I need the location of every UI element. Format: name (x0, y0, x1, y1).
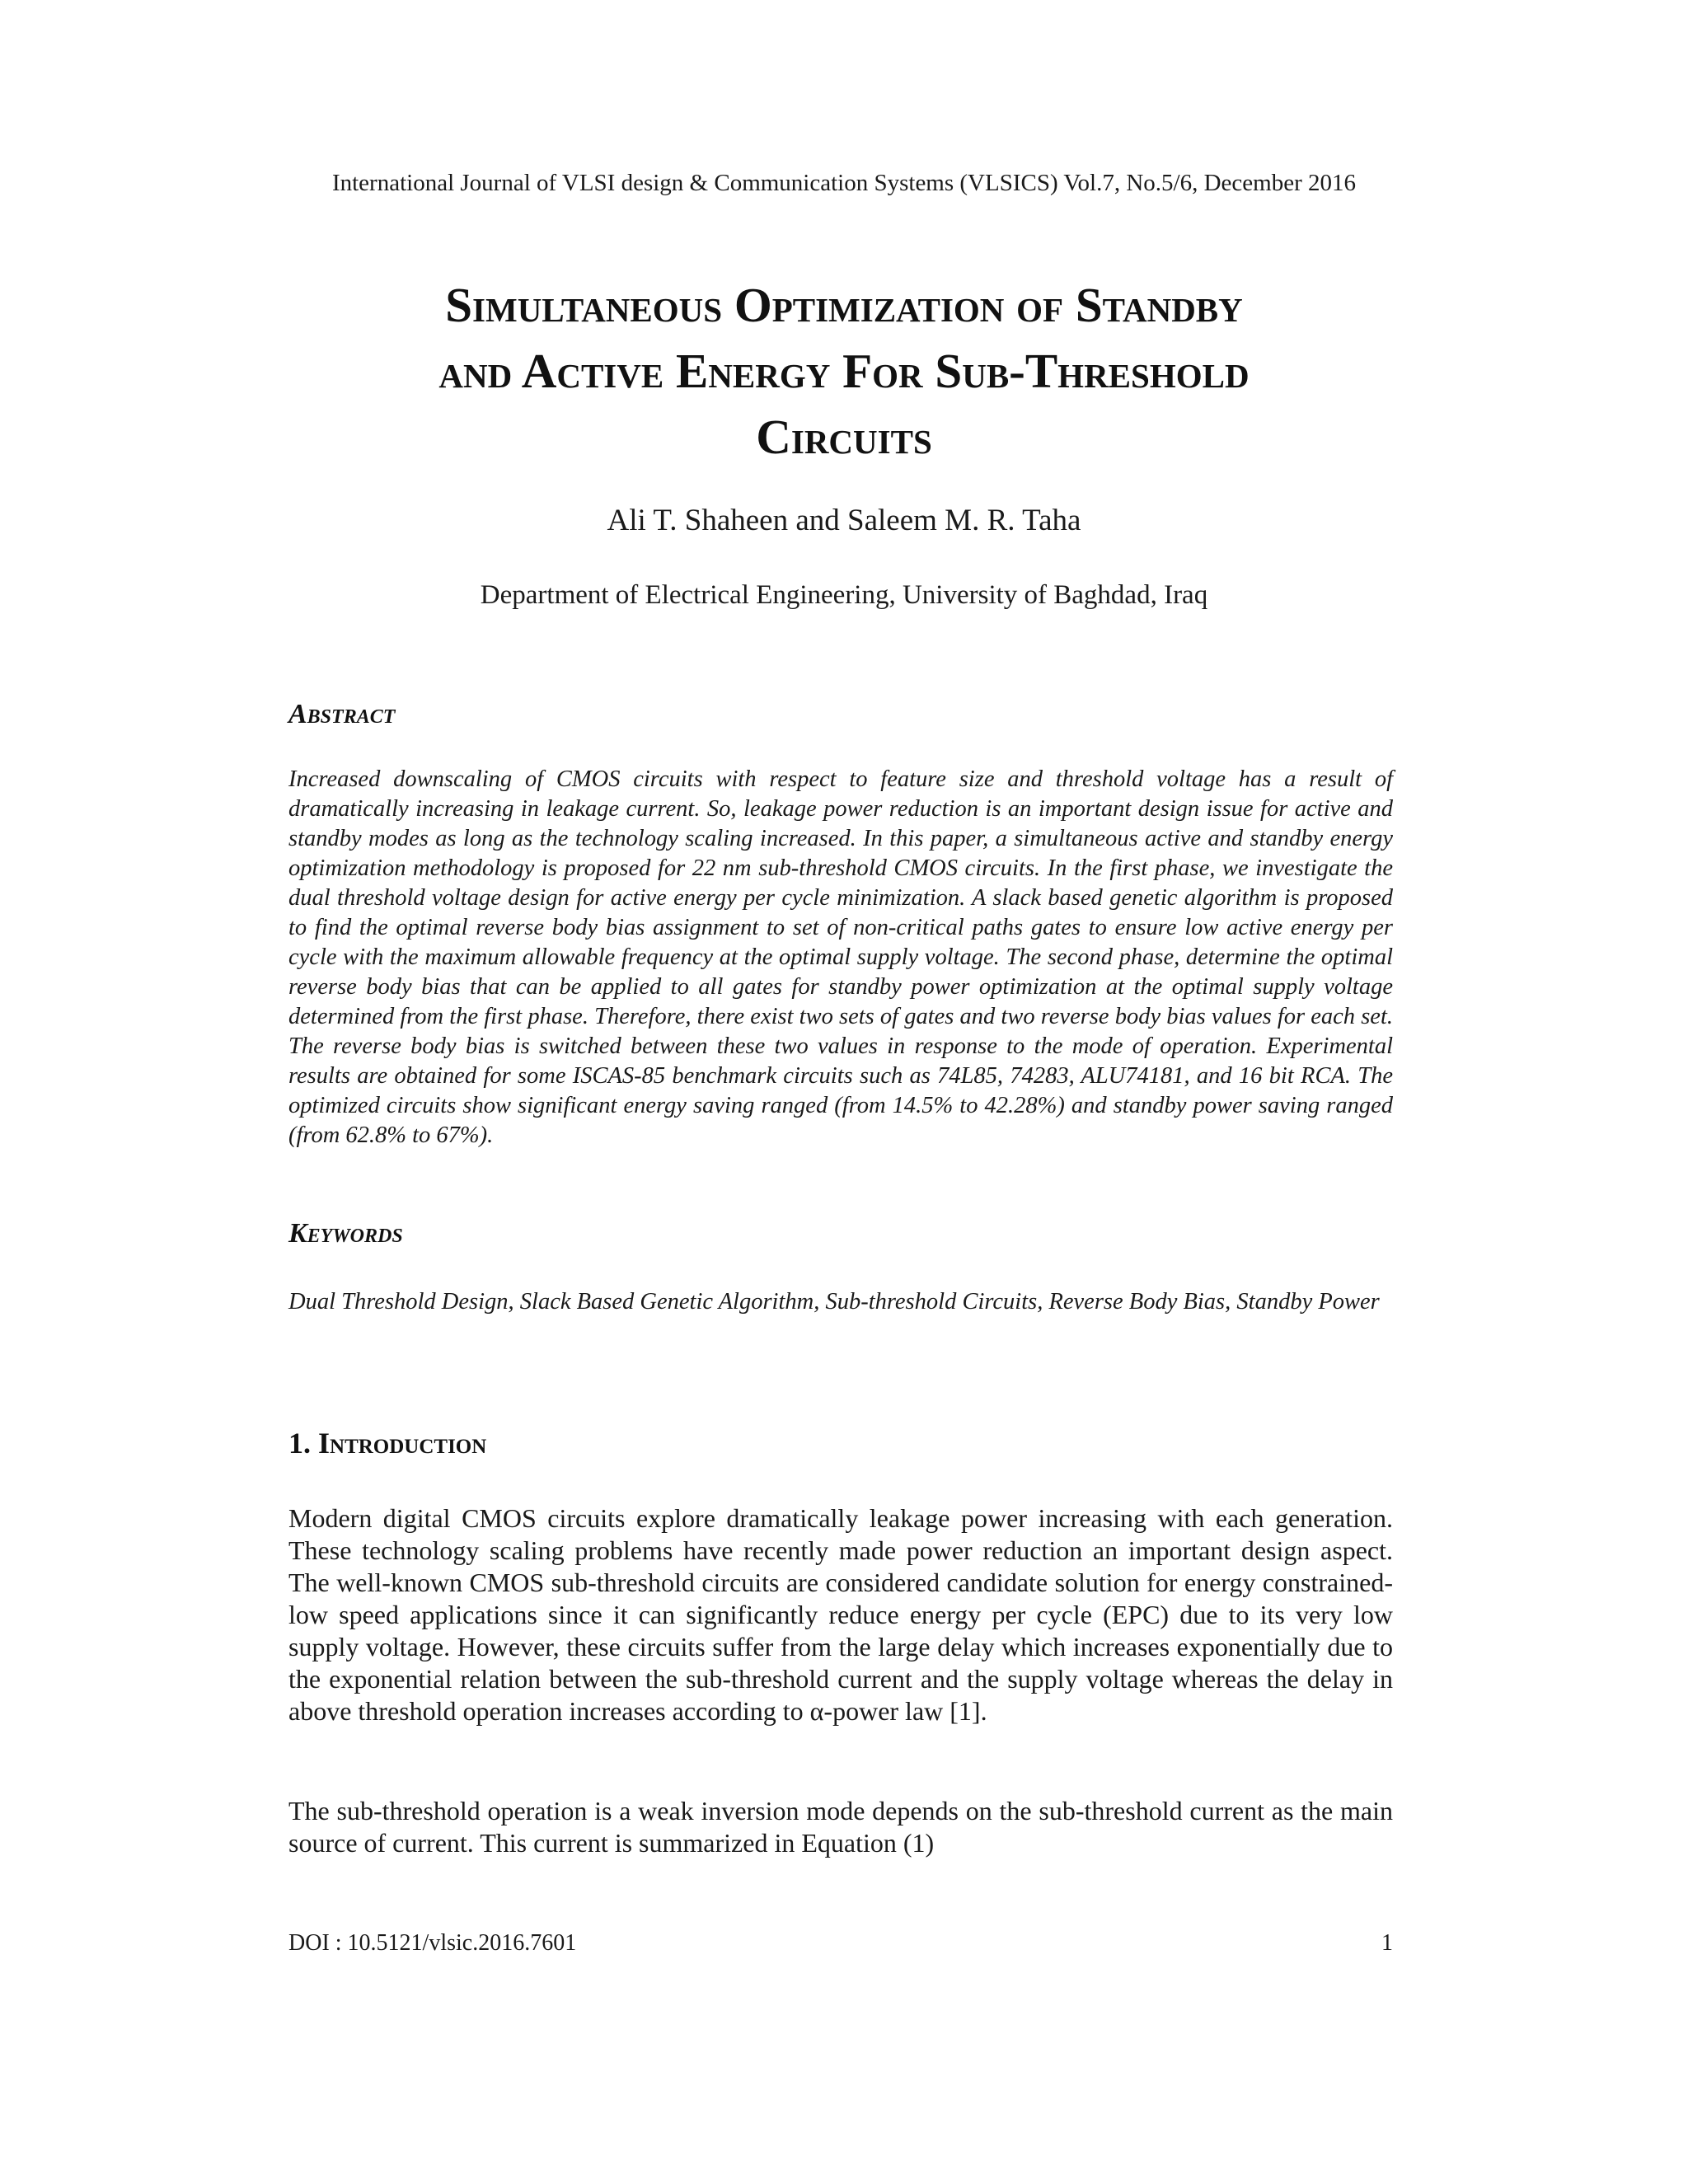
section-number: 1. (288, 1427, 311, 1460)
keywords-text: Dual Threshold Design, Slack Based Genetic Algorithm, Sub-threshold Circuits, Reverse Body Bias, Standby Power (288, 1289, 1380, 1315)
journal-running-header: International Journal of VLSI design & Communication Systems (VLSICS) Vol.7, No.5/6, December 2016 (331, 170, 1357, 196)
title-line: Simultaneous Optimization of Standby (445, 278, 1243, 332)
page-number: 1 (1381, 1930, 1393, 1956)
introduction-heading (288, 1426, 486, 1460)
abstract-heading: Abstract (288, 699, 396, 729)
section-title: Introduction (318, 1427, 487, 1460)
introduction-paragraph: Modern digital CMOS circuits explore dramatically leakage power increasing with each generation. These technology scaling problems have recently made power reduction an important design aspect. The well-known CMOS sub-threshold circuits are considered candidate solution for energy constrained-low speed applications since it can significantly reduce energy per cycle (EPC) due to its very low supply voltage. However, these circuits suffer from the large delay which increases exponentially due to the exponential relation between the sub-threshold current and the supply voltage whereas the delay in above threshold operation increases according to α-power law [1]. (288, 1503, 1393, 1726)
keywords-heading: Keywords (288, 1218, 403, 1249)
doi-footer: DOI : 10.5121/vlsic.2016.7601 (288, 1930, 577, 1956)
title-line: Circuits (756, 410, 932, 464)
introduction-paragraph: The sub-threshold operation is a weak inversion mode depends on the sub-threshold current as the main source of current. This current is summarized in Equation (1) (288, 1796, 1393, 1858)
paper-title (206, 272, 1482, 470)
title-line: and Active Energy For Sub-Threshold (438, 344, 1250, 398)
paper-authors: Ali T. Shaheen and Saleem M. R. Taha (607, 504, 1081, 537)
author-affiliation: Department of Electrical Engineering, University of Baghdad, Iraq (480, 580, 1208, 610)
abstract-text: Increased downscaling of CMOS circuits with respect to feature size and threshold voltage has a result of dramatically increasing in leakage current. So, leakage power reduction is an important design issue for active and standby modes as long as the technology scaling increased. In this paper, a simultaneous active and standby energy optimization methodology is proposed for 22 nm sub-threshold CMOS circuits. In the first phase, we investigate the dual threshold voltage design for active energy per cycle minimization. A slack based genetic algorithm is proposed to find the optimal reverse body bias assignment to set of non-critical paths gates to ensure low active energy per cycle with the maximum allowable frequency at the optimal supply voltage. The second phase, determine the optimal reverse body bias that can be applied to all gates for standby power optimization at the optimal supply voltage determined from the first phase. Therefore, there exist two sets of gates and two reverse body bias values for each set. The reverse body bias is switched between these two values in response to the mode of operation. Experimental results are obtained for some ISCAS-85 benchmark circuits such as 74L85, 74283, ALU74181, and 16 bit RCA. The optimized circuits show significant energy saving ranged (from 14.5% to 42.28%) and standby power saving ranged (from 62.8% to 67%). (288, 766, 1393, 1148)
